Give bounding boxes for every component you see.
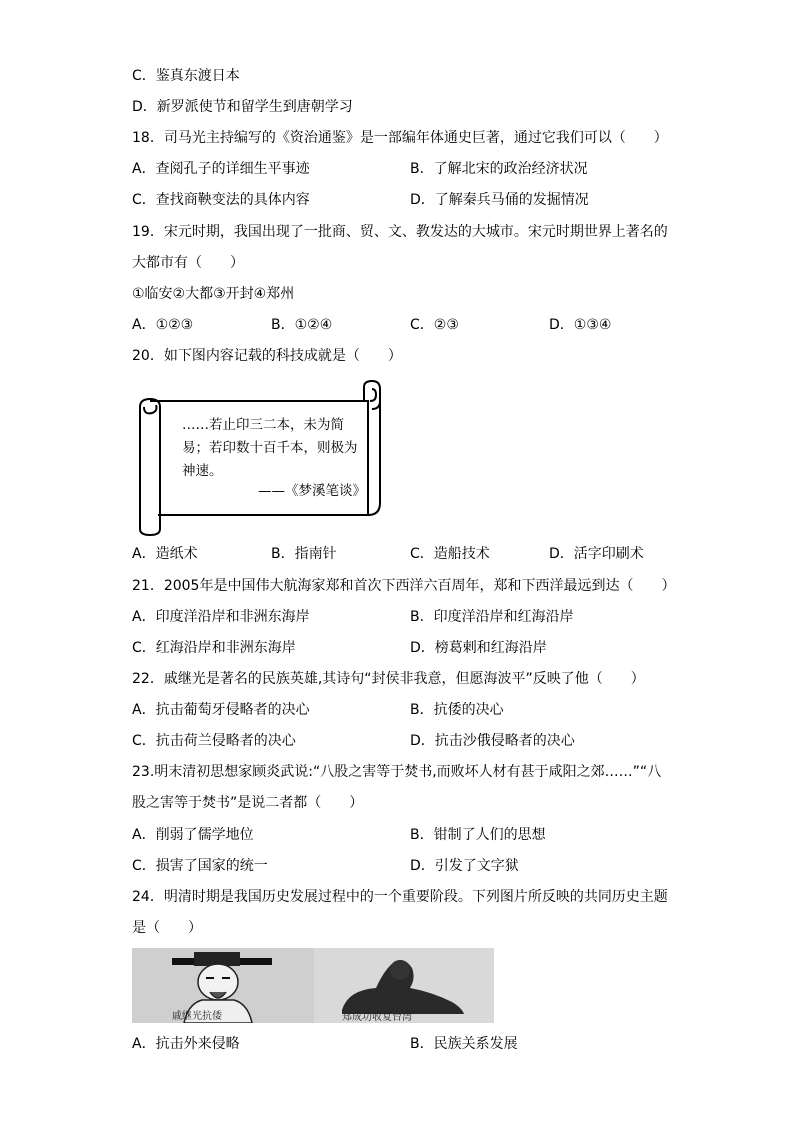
scroll-line-2: 易；若印数十百千本，则极为 <box>182 440 358 456</box>
q21-option-a: A．印度洋沿岸和非洲东海岸 <box>132 609 310 625</box>
q20-option-b: B．指南针 <box>271 546 337 562</box>
q24-option-a: A．抗击外来侵略 <box>132 1036 240 1052</box>
q21-stem: 21．2005年是中国伟大航海家郑和首次下西洋六百周年，郑和下西洋最远到达（ ） <box>132 578 676 594</box>
q18-option-d: D．了解秦兵马俑的发掘情况 <box>410 192 589 208</box>
q22-option-d: D．抗击沙俄侵略者的决心 <box>410 733 575 749</box>
q20-option-d: D．活字印刷术 <box>549 546 644 562</box>
q20-option-a: A．造纸术 <box>132 546 198 562</box>
q18-stem: 18．司马光主持编写的《资治通鉴》是一部编年体通史巨著，通过它我们可以（ ） <box>132 130 668 146</box>
q23-option-b: B．钳制了人们的思想 <box>410 827 546 843</box>
caption-left: 戚继光抗倭 <box>172 1011 222 1022</box>
q21-option-c: C．红海沿岸和非洲东海岸 <box>132 640 296 656</box>
q21-option-d: D．榜葛剌和红海沿岸 <box>410 640 547 656</box>
q22-option-b: B．抗倭的决心 <box>410 702 504 718</box>
q23-option-c: C．损害了国家的统一 <box>132 858 268 874</box>
q17-option-d: D．新罗派使节和留学生到唐朝学习 <box>132 99 353 115</box>
q19-stem-line1: 19．宋元时期，我国出现了一批商、贸、文、教发达的大城市。宋元时期世界上著名的 <box>132 224 668 240</box>
q22-option-c: C．抗击荷兰侵略者的决心 <box>132 733 296 749</box>
q19-option-b: B．①②④ <box>271 317 333 333</box>
q22-stem: 22．戚继光是著名的民族英雄,其诗句“封侯非我意，但愿海波平”反映了他（ ） <box>132 671 645 687</box>
q23-option-d: D．引发了文字狱 <box>410 858 519 874</box>
q21-option-b: B．印度洋沿岸和红海沿岸 <box>410 609 574 625</box>
q20-stem: 20．如下图内容记载的科技成就是（ ） <box>132 348 402 364</box>
q22-option-a: A．抗击葡萄牙侵略者的决心 <box>132 702 310 718</box>
q24-picture-svg <box>132 948 494 1023</box>
q19-items: ①临安②大都③开封④郑州 <box>132 286 295 302</box>
q24-option-b: B．民族关系发展 <box>410 1036 518 1052</box>
caption-right: 郑成功收复台湾 <box>342 1012 412 1023</box>
q18-option-c: C．查找商鞅变法的具体内容 <box>132 192 310 208</box>
q23-option-a: A．削弱了儒学地位 <box>132 827 254 843</box>
q17-option-c: C．鉴真东渡日本 <box>132 68 240 84</box>
scroll-line-1: ……若止印三二本，未为简 <box>182 417 344 433</box>
scroll-line-3: 神速。 <box>182 463 223 479</box>
q18-option-b: B．了解北宋的政治经济状况 <box>410 161 588 177</box>
q24-image <box>132 948 494 1023</box>
q19-option-d: D．①③④ <box>549 317 612 333</box>
q24-stem-line1: 24．明清时期是我国历史发展过程中的一个重要阶段。下列图片所反映的共同历史主题 <box>132 889 668 905</box>
scroll-source: ——《梦溪笔谈》 <box>258 483 366 499</box>
q23-stem-line2: 股之害等于焚书”是说二者都（ ） <box>132 795 364 811</box>
q20-option-c: C．造船技术 <box>410 546 490 562</box>
q19-stem-line2: 大都市有（ ） <box>132 255 244 271</box>
q19-option-a: A．①②③ <box>132 317 194 333</box>
q19-option-c: C．②③ <box>410 317 459 333</box>
q23-stem-line1: 23.明末清初思想家顾炎武说:“八股之害等于焚书,而败坏人材有甚于咸阳之郊……”“八 <box>132 764 662 780</box>
q24-stem-line2: 是（ ） <box>132 920 202 936</box>
q18-option-a: A．查阅孔子的详细生平事迹 <box>132 161 310 177</box>
